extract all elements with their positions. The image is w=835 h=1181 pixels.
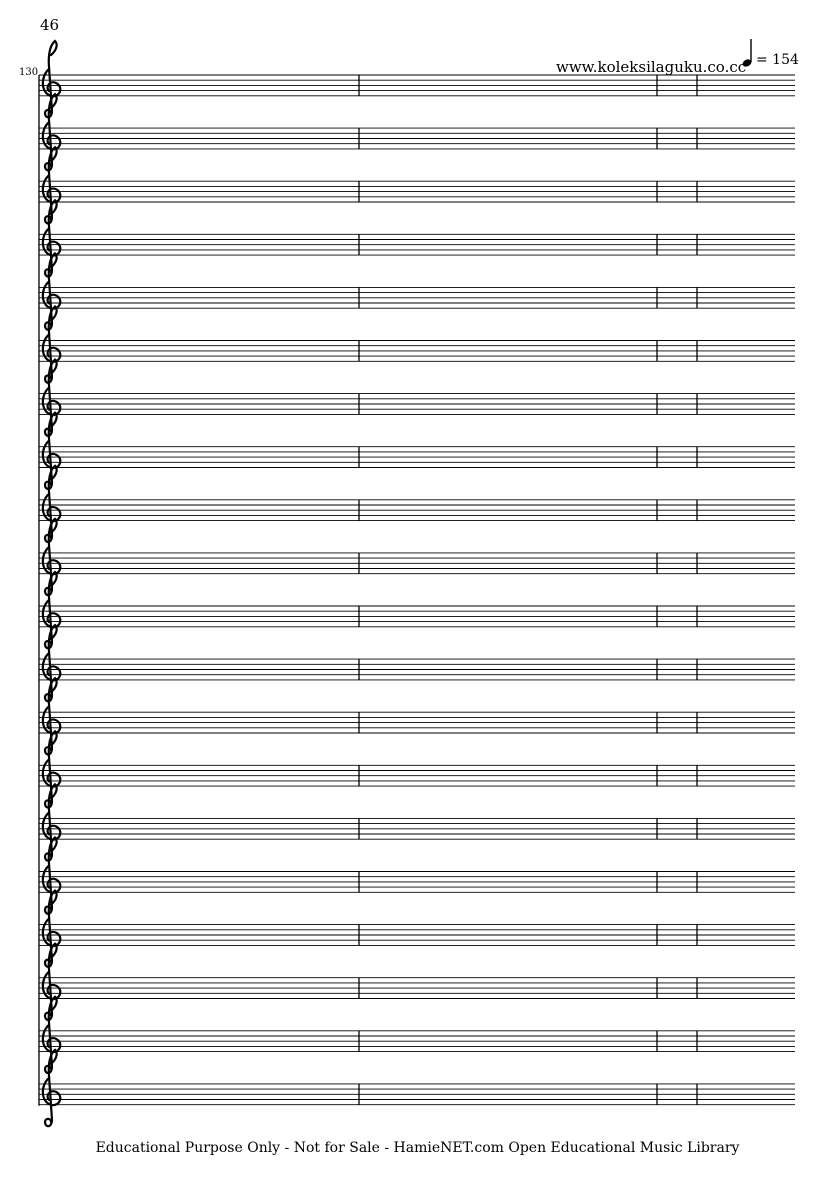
staff — [39, 94, 795, 170]
staff — [39, 838, 795, 914]
staff — [39, 307, 795, 383]
staff — [39, 253, 795, 329]
staff — [39, 360, 795, 436]
staff — [39, 731, 795, 807]
staff — [39, 147, 795, 223]
staff — [39, 519, 795, 595]
staff — [39, 1050, 795, 1126]
footer-notice: Educational Purpose Only - Not for Sale - HamieNET.com Open Educational Music Library — [95, 1140, 740, 1156]
page-number: 46 — [40, 16, 60, 34]
staff — [39, 997, 795, 1073]
measure-number: 130 — [19, 67, 39, 78]
staff — [39, 572, 795, 648]
staff — [39, 784, 795, 860]
staff — [39, 41, 795, 117]
staff — [39, 891, 795, 967]
staff — [39, 678, 795, 754]
staff — [39, 625, 795, 701]
staff — [39, 413, 795, 489]
staff — [39, 944, 795, 1020]
staff — [39, 466, 795, 542]
tempo-text: = 154 — [756, 52, 799, 68]
treble-clef-icon — [43, 41, 60, 117]
staff — [39, 200, 795, 276]
website-credit: www.koleksilaguku.co.cc — [556, 58, 747, 76]
